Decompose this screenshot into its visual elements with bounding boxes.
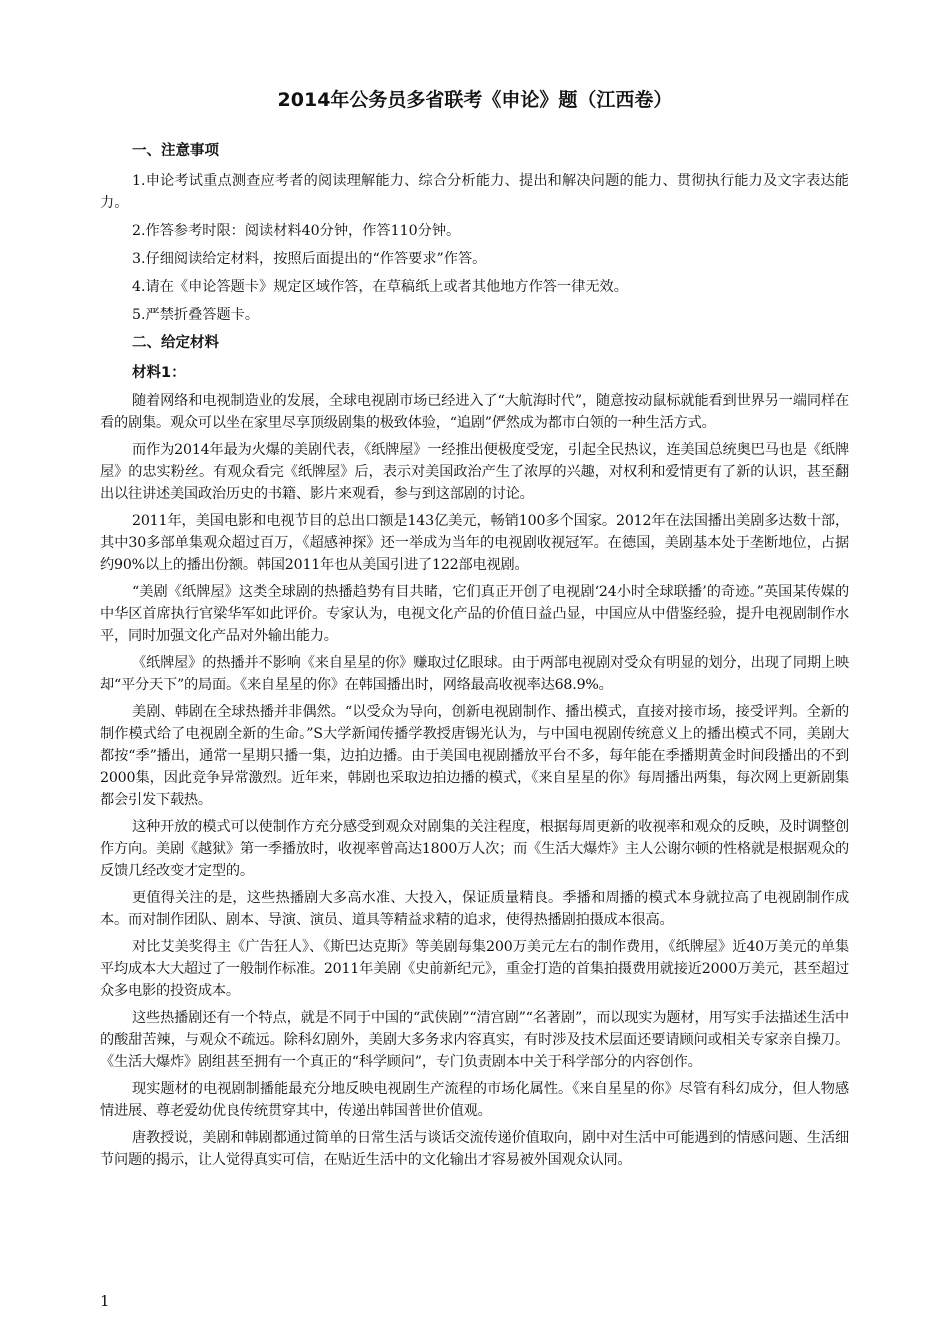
notice-item: 3.仔细阅读给定材料，按照后面提出的“作答要求”作答。 — [132, 251, 487, 267]
material-paragraph: 而作为2014年最为火爆的美剧代表，《纸牌屋》一经推出便极度受宠，引起全民热议，连美国总统奥巴马也是《纸牌屋》的忠实粉丝。有观众看完《纸牌屋》后，表示对美国政治产生了浓厚的兴趣，对权利和爱情更有了新的认识，甚至翻出以往讲述美国政治历史的书籍、影片来观看，参与到这部剧的讨论。 — [100, 442, 849, 502]
material-paragraph: 美剧、韩剧在全球热播并非偶然。“以受众为导向，创新电视剧制作、播出模式，直接对接市场，接受评判。全新的制作模式给了电视剧全新的生命。”S大学新闻传播学教授唐锡光认为，与中国电视剧传统意义上的播出模式不同，美剧大都按“季”播出，通常一星期只播一集，边拍边播。由于美国电视剧播放平台不多，每年能在季播期黄金时间段播出的不到2000集，因此竞争异常激烈。近年来，韩剧也采取边拍边播的模式，《来自星星的你》每周播出两集，每次网上更新剧集都会引发下载热。 — [100, 704, 849, 808]
notice-item: 1.申论考试重点测查应考者的阅读理解能力、综合分析能力、提出和解决问题的能力、贯彻执行能力及文字表达能力。 — [100, 173, 849, 211]
page-number: 1 — [100, 1292, 110, 1310]
material-label: 材料1： — [132, 365, 186, 381]
document-body — [100, 140, 849, 1176]
section-heading-notice: 一、注意事项 — [132, 143, 219, 159]
material-paragraph: 2011年，美国电影和电视节目的总出口额是143亿美元，畅销100多个国家。2012年在法国播出美剧多达数十部，其中30多部单集观众超过百万，《超感神探》还一举成为当年的电视剧收视冠军。在德国，美剧基本处于垄断地位，占据约90%以上的播出份额。韩国2011年也从美国引进了122部电视剧。 — [100, 513, 849, 573]
document-title: 2014年公务员多省联考《申论》题（江西卷） — [277, 89, 673, 111]
section-heading-materials: 二、给定材料 — [132, 335, 219, 351]
material-paragraph: 这种开放的模式可以使制作方充分感受到观众对剧集的关注程度，根据每周更新的收视率和观众的反映，及时调整创作方向。美剧《越狱》第一季播放时，收视率曾高达1800万人次；而《生活大爆炸》主人公谢尔顿的性格就是根据观众的反馈几经改变才定型的。 — [100, 819, 849, 879]
notice-item: 4.请在《申论答题卡》规定区域作答，在草稿纸上或者其他地方作答一律无效。 — [132, 279, 628, 295]
material-paragraph: 《纸牌屋》的热播并不影响《来自星星的你》赚取过亿眼球。由于两部电视剧对受众有明显的划分，出现了同期上映却“平分天下”的局面。《来自星星的你》在韩国播出时，网络最高收视率达68.9%。 — [100, 655, 849, 693]
material-paragraph: 唐教授说，美剧和韩剧都通过简单的日常生活与谈话交流传递价值取向，剧中对生活中可能遇到的情感问题、生活细节问题的揭示，让人觉得真实可信，在贴近生活中的文化输出才容易被外国观众认同。 — [100, 1130, 849, 1168]
material-paragraph: 对比艾美奖得主《广告狂人》、《斯巴达克斯》等美剧每集200万美元左右的制作费用，《纸牌屋》近40万美元的单集平均成本大大超过了一般制作标准。2011年美剧《史前新纪元》，重金打造的首集拍摄费用就接近2000万美元，甚至超过众多电影的投资成本。 — [100, 939, 849, 999]
material-paragraph: 现实题材的电视剧制播能最充分地反映电视剧生产流程的市场化属性。《来自星星的你》尽管有科幻成分，但人物感情进展、尊老爱幼优良传统贯穿其中，传递出韩国普世价值观。 — [100, 1081, 849, 1119]
notice-item: 5.严禁折叠答题卡。 — [132, 307, 260, 323]
material-paragraph: 这些热播剧还有一个特点，就是不同于中国的“武侠剧”“清宫剧”“名著剧”，而以现实为题材，用写实手法描述生活中的酸甜苦辣，与观众不疏远。除科幻剧外，美剧大多务求内容真实，有时涉及技术层面还要请顾问或相关专家亲自操刀。《生活大爆炸》剧组甚至拥有一个真正的“科学顾问”，专门负责剧本中关于科学部分的内容创作。 — [100, 1010, 849, 1070]
material-paragraph: 随着网络和电视制造业的发展，全球电视剧市场已经进入了“大航海时代”，随意按动鼠标就能看到世界另一端同样在看的剧集。观众可以坐在家里尽享顶级剧集的极致体验，“追剧”俨然成为都市白领的一种生活方式。 — [100, 393, 849, 431]
material-paragraph: 更值得关注的是，这些热播剧大多高水准、大投入，保证质量精良。季播和周播的模式本身就拉高了电视剧制作成本。而对制作团队、剧本、导演、演员、道具等精益求精的追求，使得热播剧拍摄成本很高。 — [100, 890, 849, 928]
material-paragraph: “美剧《纸牌屋》这类全球剧的热播趋势有目共睹，它们真正开创了电视剧‘24小时全球联播’的奇迹。”英国某传媒的中华区首席执行官梁华军如此评价。专家认为，电视文化产品的价值日益凸显，中国应从中借鉴经验，提升电视剧制作水平，同时加强文化产品对外输出能力。 — [100, 584, 849, 644]
notice-item: 2.作答参考时限：阅读材料40分钟，作答110分钟。 — [132, 223, 461, 239]
